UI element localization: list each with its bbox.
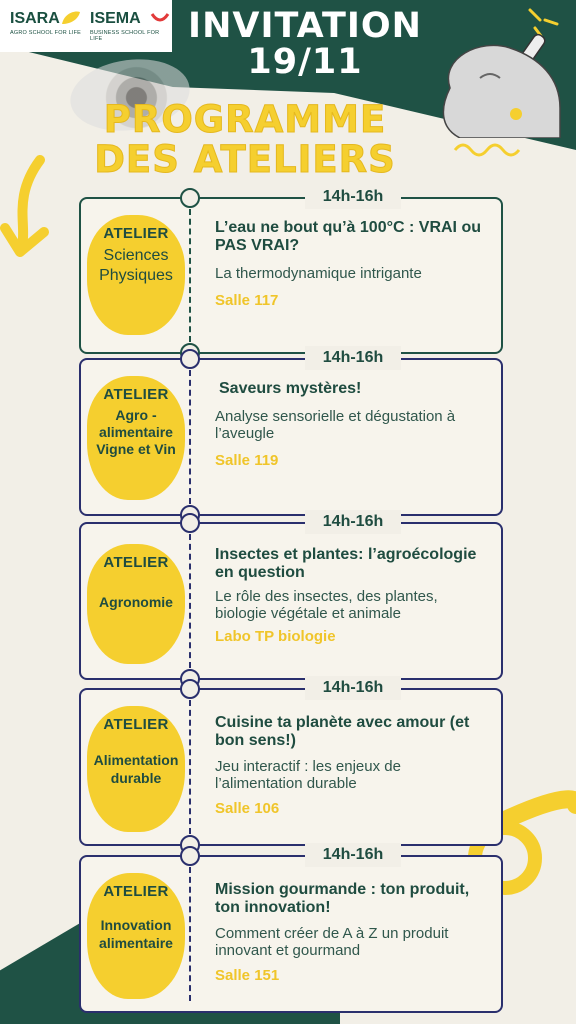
workshop-room: Salle 117	[215, 292, 279, 309]
workshop-title: L’eau ne bout qu’à 100°C : VRAI ou PAS VRAI?	[215, 219, 481, 254]
invitation-date: 19/11	[247, 42, 363, 82]
smile-logo-icon	[150, 12, 170, 24]
workshop-details	[215, 881, 485, 984]
programme-title	[80, 100, 410, 180]
leaf-logo-icon	[60, 10, 82, 26]
workshop-title: Cuisine ta planète avec amour (et bon sens!)	[215, 714, 470, 749]
ticket-notch	[180, 846, 200, 866]
dashed-divider	[189, 867, 191, 1001]
atelier-label: ATELIER	[103, 554, 169, 571]
isema-logo-text: ISEMA	[90, 10, 141, 27]
time-badge: 14h-16h	[305, 346, 401, 370]
dashed-divider	[189, 209, 191, 342]
workshop-topic-badge	[87, 706, 185, 832]
workshop-description: Comment créer de A à Z un produit innovant et gourmand	[215, 925, 449, 959]
programme-line: DES ATELIERS	[94, 138, 396, 181]
atelier-label: ATELIER	[103, 883, 169, 900]
ticket-notch	[180, 679, 200, 699]
workshop-topic: Sciences Physiques	[99, 247, 173, 284]
workshop-topic: Agronomie	[99, 594, 173, 610]
isara-logo-subtitle: AGRO SCHOOL FOR LIFE	[10, 30, 82, 36]
time-badge: 14h-16h	[305, 843, 401, 867]
isema-logo-subtitle: BUSINESS SCHOOL FOR LIFE	[90, 30, 160, 42]
workshop-details	[215, 546, 485, 645]
ticket-notch	[180, 188, 200, 208]
workshop-details	[215, 219, 485, 309]
workshop-description: La thermodynamique intrigante	[215, 265, 422, 282]
workshop-room: Salle 151	[215, 967, 280, 984]
time-badge: 14h-16h	[305, 185, 401, 209]
invitation-title	[185, 8, 425, 80]
workshop-topic-badge	[87, 215, 185, 335]
invitation-line: INVITATION	[188, 6, 422, 46]
isara-logo-text: ISARA	[10, 10, 60, 27]
time-badge: 14h-16h	[305, 510, 401, 534]
workshop-description: Analyse sensorielle et dégustation à l’aveugle	[215, 408, 456, 442]
dashed-divider	[189, 700, 191, 834]
atelier-label: ATELIER	[103, 386, 169, 403]
workshop-card	[79, 349, 503, 516]
hand-pen-icon	[420, 18, 570, 138]
workshop-title: Mission gourmande : ton produit, ton innovation!	[215, 881, 470, 916]
atelier-label: ATELIER	[103, 716, 169, 733]
time-badge: 14h-16h	[305, 676, 401, 700]
workshop-card	[79, 513, 503, 680]
workshop-room: Labo TP biologie	[215, 628, 336, 645]
dashed-divider	[189, 534, 191, 668]
logo-banner	[0, 0, 172, 52]
workshop-room: Salle 119	[215, 452, 279, 469]
workshop-card	[79, 679, 503, 846]
workshop-details	[215, 714, 485, 817]
workshop-description: Le rôle des insectes, des plantes, biologie végétale et animale	[215, 588, 438, 622]
ticket-notch	[180, 349, 200, 369]
workshop-topic-badge	[87, 544, 185, 664]
workshop-title: Saveurs mystères!	[219, 380, 362, 397]
workshop-room: Salle 106	[215, 800, 280, 817]
workshop-topic: Innovation alimentaire	[99, 917, 173, 951]
dashed-divider	[189, 370, 191, 504]
atelier-label: ATELIER	[103, 225, 169, 242]
workshop-topic-badge	[87, 873, 185, 999]
workshop-topic: Alimentation durable	[93, 752, 179, 786]
ticket-notch	[180, 513, 200, 533]
workshop-details	[215, 380, 485, 469]
workshop-topic-badge	[87, 376, 185, 500]
workshop-description: Jeu interactif : les enjeux de l’alimentation durable	[215, 758, 401, 792]
workshop-card	[79, 188, 503, 354]
workshop-card	[79, 846, 503, 1013]
workshop-topic: Agro - alimentaire Vigne et Vin	[96, 407, 176, 457]
programme-line: PROGRAMME	[103, 98, 387, 141]
workshop-title: Insectes et plantes: l’agroécologie en question	[215, 546, 477, 581]
